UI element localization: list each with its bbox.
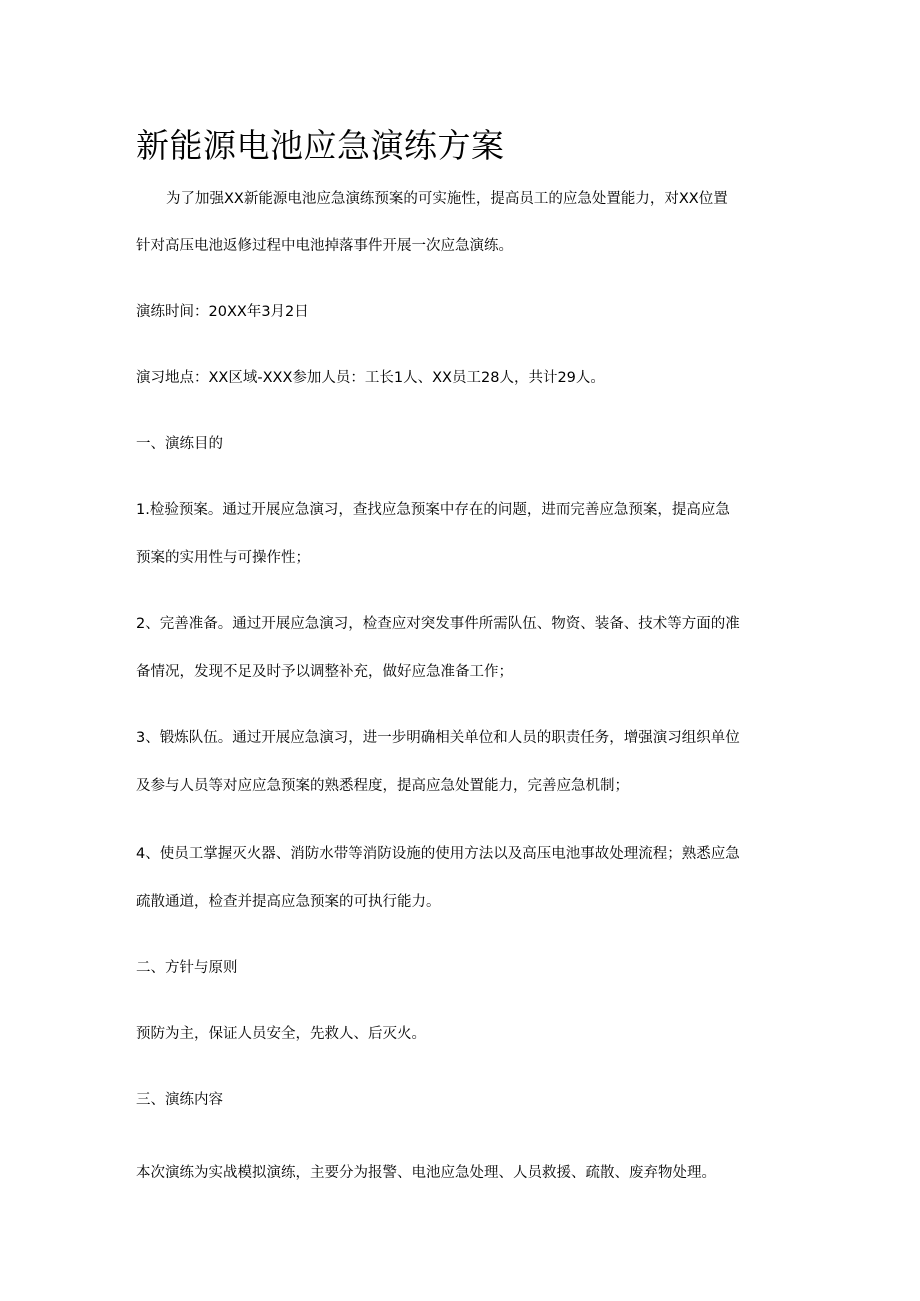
drill-location-participants: 演习地点：XX区域-XXX参加人员：工长1人、XX员工28人，共计29人。 bbox=[136, 370, 605, 386]
purpose-item-3-line-2: 及参与人员等对应应急预案的熟悉程度，提高应急处置能力，完善应急机制； bbox=[136, 778, 629, 794]
intro-paragraph-line-1: 为了加强XX新能源电池应急演练预案的可实施性，提高员工的应急处置能力，对XX位置 bbox=[166, 191, 728, 207]
purpose-item-1-line-1: 1.检验预案。通过开展应急演习，查找应急预案中存在的问题，进而完善应急预案，提高应急 bbox=[136, 502, 730, 518]
section-heading-principles: 二、方针与原则 bbox=[136, 960, 238, 976]
section-heading-content: 三、演练内容 bbox=[136, 1092, 223, 1108]
section-heading-purpose: 一、演练目的 bbox=[136, 436, 223, 452]
purpose-item-3-line-1: 3、锻炼队伍。通过开展应急演习，进一步明确相关单位和人员的职责任务，增强演习组织单位 bbox=[136, 730, 740, 746]
purpose-item-1-line-2: 预案的实用性与可操作性； bbox=[136, 550, 310, 566]
purpose-item-2-line-1: 2、完善准备。通过开展应急演习，检查应对突发事件所需队伍、物资、装备、技术等方面的准 bbox=[136, 616, 740, 632]
content-text: 本次演练为实战模拟演练，主要分为报警、电池应急处理、人员救援、疏散、废弃物处理。 bbox=[136, 1165, 716, 1181]
purpose-item-4-line-2: 疏散通道，检查并提高应急预案的可执行能力。 bbox=[136, 894, 441, 910]
document-title: 新能源电池应急演练方案 bbox=[136, 126, 505, 165]
purpose-item-2-line-2: 备情况，发现不足及时予以调整补充，做好应急准备工作； bbox=[136, 664, 513, 680]
drill-time: 演练时间：20XX年3月2日 bbox=[136, 304, 309, 320]
principles-text: 预防为主，保证人员安全，先救人、后灭火。 bbox=[136, 1026, 426, 1042]
intro-paragraph-line-2: 针对高压电池返修过程中电池掉落事件开展一次应急演练。 bbox=[136, 238, 513, 254]
purpose-item-4-line-1: 4、使员工掌握灭火器、消防水带等消防设施的使用方法以及高压电池事故处理流程；熟悉应急 bbox=[136, 846, 740, 862]
